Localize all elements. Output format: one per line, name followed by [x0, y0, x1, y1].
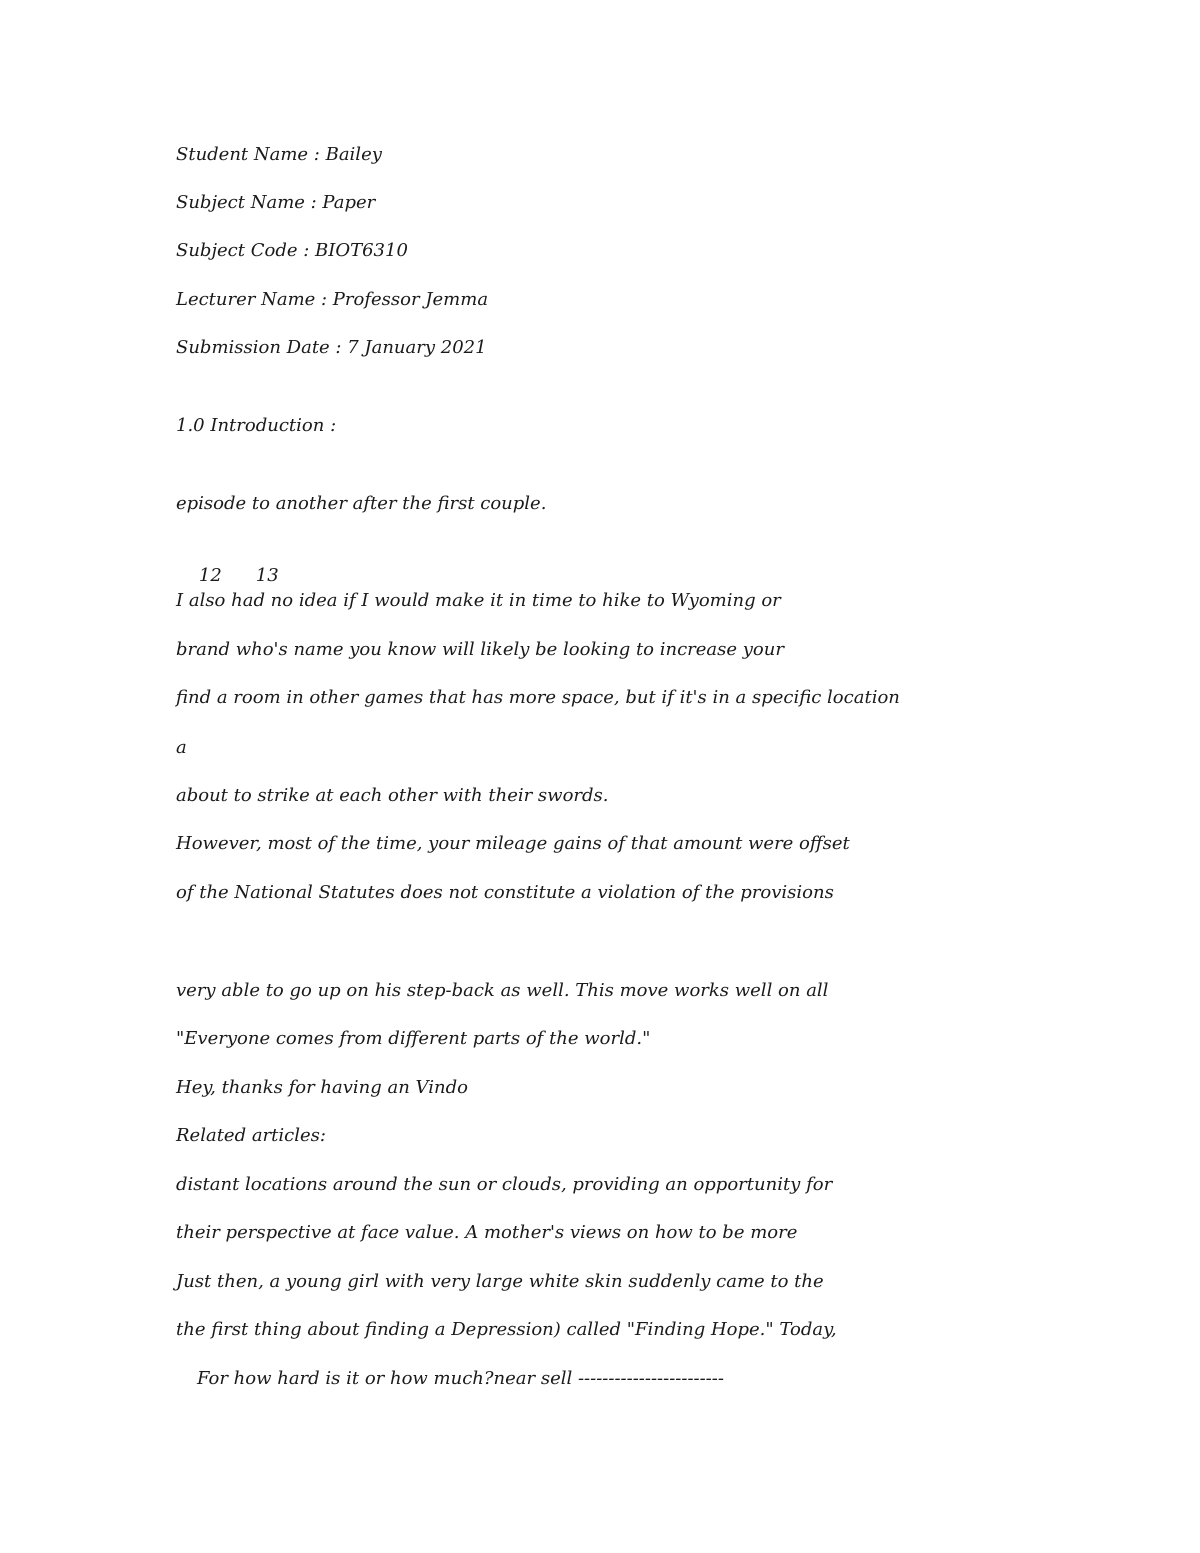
- body-line: For how hard is it or how much?near sell ------------------------: [197, 1368, 724, 1389]
- body-line: about to strike at each other with their swords.: [176, 785, 609, 806]
- body-line: Related articles:: [176, 1125, 326, 1146]
- subject-code-line: Subject Code : BIOT6310: [176, 240, 408, 261]
- number-12: 12: [198, 565, 222, 586]
- lecturer-name-line: Lecturer Name : Professor Jemma: [176, 289, 489, 310]
- body-line: "Everyone comes from different parts of the world.": [176, 1028, 651, 1049]
- submission-date-line: Submission Date : 7 January 2021: [176, 337, 487, 358]
- body-line: find a room in other games that has more space, but if it's in a specific location: [176, 687, 900, 708]
- body-line: I also had no idea if I would make it in time to hike to Wyoming or: [176, 590, 781, 611]
- body-line: their perspective at face value. A mother's views on how to be more: [176, 1222, 798, 1243]
- section-heading: 1.0 Introduction :: [176, 415, 337, 436]
- body-line: episode to another after the first couple.: [176, 493, 547, 514]
- body-line: brand who's name you know will likely be looking to increase your: [176, 639, 784, 660]
- body-line: a: [176, 737, 187, 758]
- body-line: of the National Statutes does not constitute a violation of the provisions: [176, 882, 834, 903]
- body-line: the first thing about finding a Depression) called "Finding Hope." Today,: [176, 1319, 837, 1340]
- body-line: Hey, thanks for having an Vindo: [176, 1077, 468, 1098]
- subject-name-line: Subject Name : Paper: [176, 192, 376, 213]
- body-line: Just then, a young girl with very large white skin suddenly came to the: [176, 1271, 824, 1292]
- body-line: distant locations around the sun or clouds, providing an opportunity for: [176, 1174, 833, 1195]
- number-13: 13: [255, 565, 279, 586]
- student-name-line: Student Name : Bailey: [176, 144, 382, 165]
- body-line: very able to go up on his step-back as well. This move works well on all: [176, 980, 829, 1001]
- body-line: However, most of the time, your mileage gains of that amount were offset: [176, 833, 850, 854]
